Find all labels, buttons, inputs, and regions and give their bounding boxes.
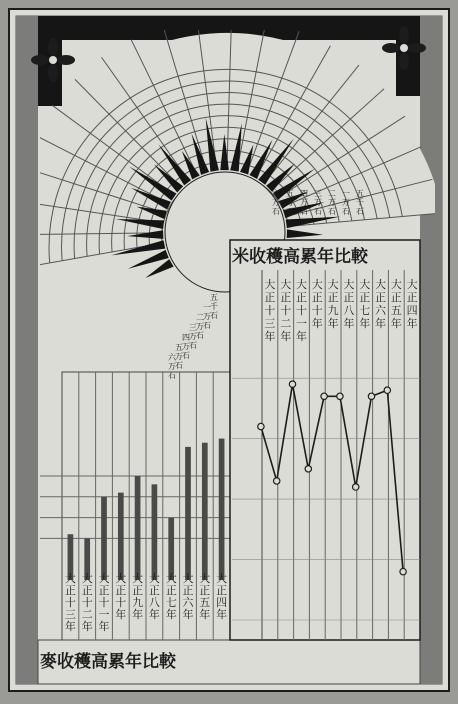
bar (101, 497, 107, 580)
bar (135, 476, 141, 580)
line-category-label: 大正九年 (327, 278, 339, 330)
rice-point (400, 568, 406, 574)
line-category-label: 大正四年 (406, 278, 418, 330)
right-border-band (420, 16, 442, 684)
line-category-label: 大正十二年 (280, 278, 292, 343)
bar (202, 443, 208, 580)
rice-point (258, 423, 264, 429)
bar-category-label: 大正十一年 (98, 572, 110, 633)
scale-right-label: 五万石 (286, 189, 294, 216)
scale-right-label: 三万石 (314, 189, 322, 216)
scale-bottom-label: 五万石 (175, 343, 183, 370)
scale-bottom-label: 六万石 (168, 353, 176, 380)
left-border-band (16, 16, 38, 684)
scale-right-label: 二万石 (328, 189, 336, 216)
rice-point (321, 393, 327, 399)
rice-point (337, 393, 343, 399)
scale-right-label: 五千石 (356, 189, 364, 216)
scale-right-label: 四万石 (300, 189, 308, 216)
bar-category-label: 大正十二年 (81, 572, 93, 633)
line-category-label: 大正五年 (390, 278, 402, 330)
scale-bottom-label: 一万石 (203, 303, 211, 330)
line-category-label: 大正八年 (343, 278, 355, 330)
scale-bottom-label: 四万石 (182, 333, 190, 360)
line-category-label: 大正十三年 (264, 278, 276, 343)
bar-chart-title: 麥收穫高累年比較 (40, 652, 176, 672)
bar-category-label: 大正八年 (148, 572, 160, 621)
bar-category-label: 大正十年 (115, 572, 127, 621)
line-category-label: 大正十一年 (296, 278, 307, 343)
rice-point (353, 484, 359, 490)
bar-category-label: 大正九年 (132, 572, 144, 621)
line-category-label: 大正七年 (359, 278, 371, 330)
bar (152, 484, 158, 580)
line-category-label: 大正六年 (375, 278, 386, 330)
bar (185, 447, 191, 580)
rice-point (368, 393, 374, 399)
rice-point (289, 381, 295, 387)
bar (118, 493, 124, 580)
scale-bottom-label: 五千石 (210, 293, 218, 320)
bar-category-label: 大正七年 (165, 572, 177, 621)
bar-category-label: 大正十三年 (64, 572, 76, 633)
scale-bottom-label: 二万石 (196, 313, 204, 340)
scale-bottom-label: 三万石 (189, 323, 197, 350)
rice-point (305, 466, 311, 472)
scale-right-label: 一万石 (342, 189, 350, 216)
bar-category-label: 大正五年 (199, 572, 211, 621)
rice-point (384, 387, 390, 393)
rice-point (274, 478, 280, 484)
line-category-label: 大正十年 (311, 278, 323, 330)
scale-right-label: 六万石 (272, 189, 280, 216)
bar (219, 439, 225, 580)
bar-category-label: 大正四年 (216, 572, 228, 621)
bar (168, 518, 174, 580)
line-chart-title: 米收穫高累年比較 (232, 247, 368, 267)
bar-category-label: 大正六年 (182, 572, 194, 621)
